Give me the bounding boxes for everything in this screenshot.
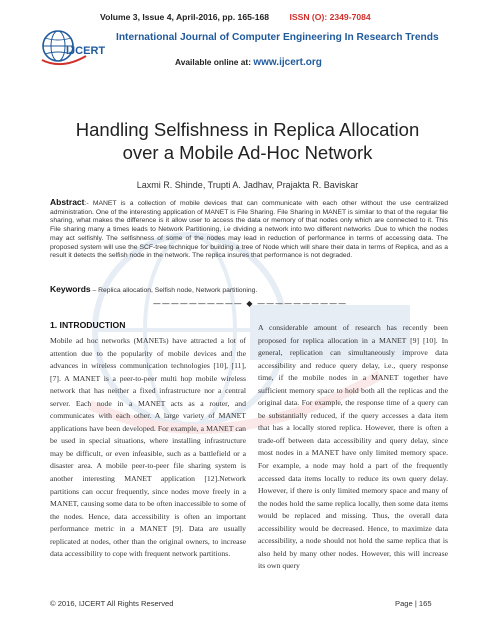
keywords-text: – Replica allocation, Selfish node, Network partitioning. (90, 287, 258, 294)
footer-page-number: Page | 165 (395, 599, 432, 608)
journal-title: International Journal of Computer Engineering In Research Trends (116, 32, 439, 43)
section-divider: —————————— ◆ —————————— (152, 299, 348, 308)
logo-text: IJCERT (66, 45, 106, 57)
available-online (175, 57, 322, 68)
keywords (50, 284, 450, 294)
authors: Laxmi R. Shinde, Trupti A. Jadhav, Prajakta R. Baviskar (136, 180, 359, 190)
journal-logo (40, 26, 116, 72)
issn-text: ISSN (O): 2349-7084 (289, 12, 371, 22)
paper-title-line-2: over a Mobile Ad-Hoc Network (122, 142, 373, 163)
issue-text: Volume 3, Issue 4, April-2016, pp. 165-168 (100, 12, 270, 22)
journal-website-link[interactable]: www.ijcert.org (253, 57, 322, 68)
abstract-label: Abstract (50, 197, 85, 207)
paper-title-line-1: Handling Selfishness in Replica Allocation (75, 119, 420, 140)
abstract (50, 198, 448, 261)
paper-title (20, 118, 475, 164)
abstract-text: :- MANET is a collection of mobile devices that can communicate with each other without the use centralized administration. One of the interesting application of MANET is File Sharing. File Sharing in MANET is similar to that of the regular file sharing, what makes the difference is it allow user to access the data or memory of that nodes only which are connected to it. This File sharing many a times leads to Network Partitioning, i.e dividing a network into two different networks .Due to which the nodes may act selfishly. The selfishness of some of the nodes may lead in reduction of performance in terms of accessing data. The proposed system will use the SCF-tree technique for building a tree of Node which will share their data in terms of Replica, and as a result it detects the selfish node in the network. The replica insures that performance is not degraded. (50, 200, 448, 260)
body-column-left: Mobile ad hoc networks (MANETs) have attracted a lot of attention due to the popularity of mobile devices and the advances in wireless communication technologies [10], [11], [7]. A MANET is a peer-to-peer multi hop mobile wireless network that has neither a fixed infrastructure nor a central server. Each node in a MANET acts as a router, and communicates with each other. A large variety of MANET applications have been developed. For example, a MANET can be used in special situations, where installing infrastructure may be difficult, or even infeasible, such as a battlefield or a disaster area. A mobile peer-to-peer file sharing system is another interesting MANET application [12].Network partitions can occur frequently, since nodes move freely in a MANET, causing some data to be often inaccessible to some of the nodes. Hence, data accessibility is often an important performance metric in a MANET [9]. Data are usually replicated at nodes, other than the original owners, to increase data accessibility to cope with frequent network partitions. (50, 336, 246, 559)
keywords-label: Keywords (50, 284, 91, 294)
section-heading: 1. INTRODUCTION (50, 320, 126, 330)
issue-info (100, 12, 430, 22)
body-column-right: A considerable amount of research has recently been proposed for replica allocation in a MANET [9] [10]. In general, replication can simultaneously improve data accessibility and reduce query delay, i.e., query response time, if the mobile nodes in a MANET together have sufficient memory space to hold both all the replicas and the original data. For example, the response time of a query can be substantially reduced, if the query accesses a data item that has a locally stored replica. However, there is often a trade-off between data accessibility and query delay, since most nodes in a MANET have only limited memory space. For example, a node may hold a part of the frequently accessed data items locally to reduce its own query delay. However, if there is only limited memory space and many of the nodes hold the same replica locally, then some data items would be replaced and missing. Thus, the overall data accessibility would be decreased. Hence, to maximize data accessibility, a node should not hold the same replica that is also held by many other nodes. However, this will increase its own query (258, 323, 448, 571)
footer-copyright: © 2016, IJCERT All Rights Reserved (50, 599, 174, 608)
available-prefix: Available online at: (175, 57, 254, 67)
